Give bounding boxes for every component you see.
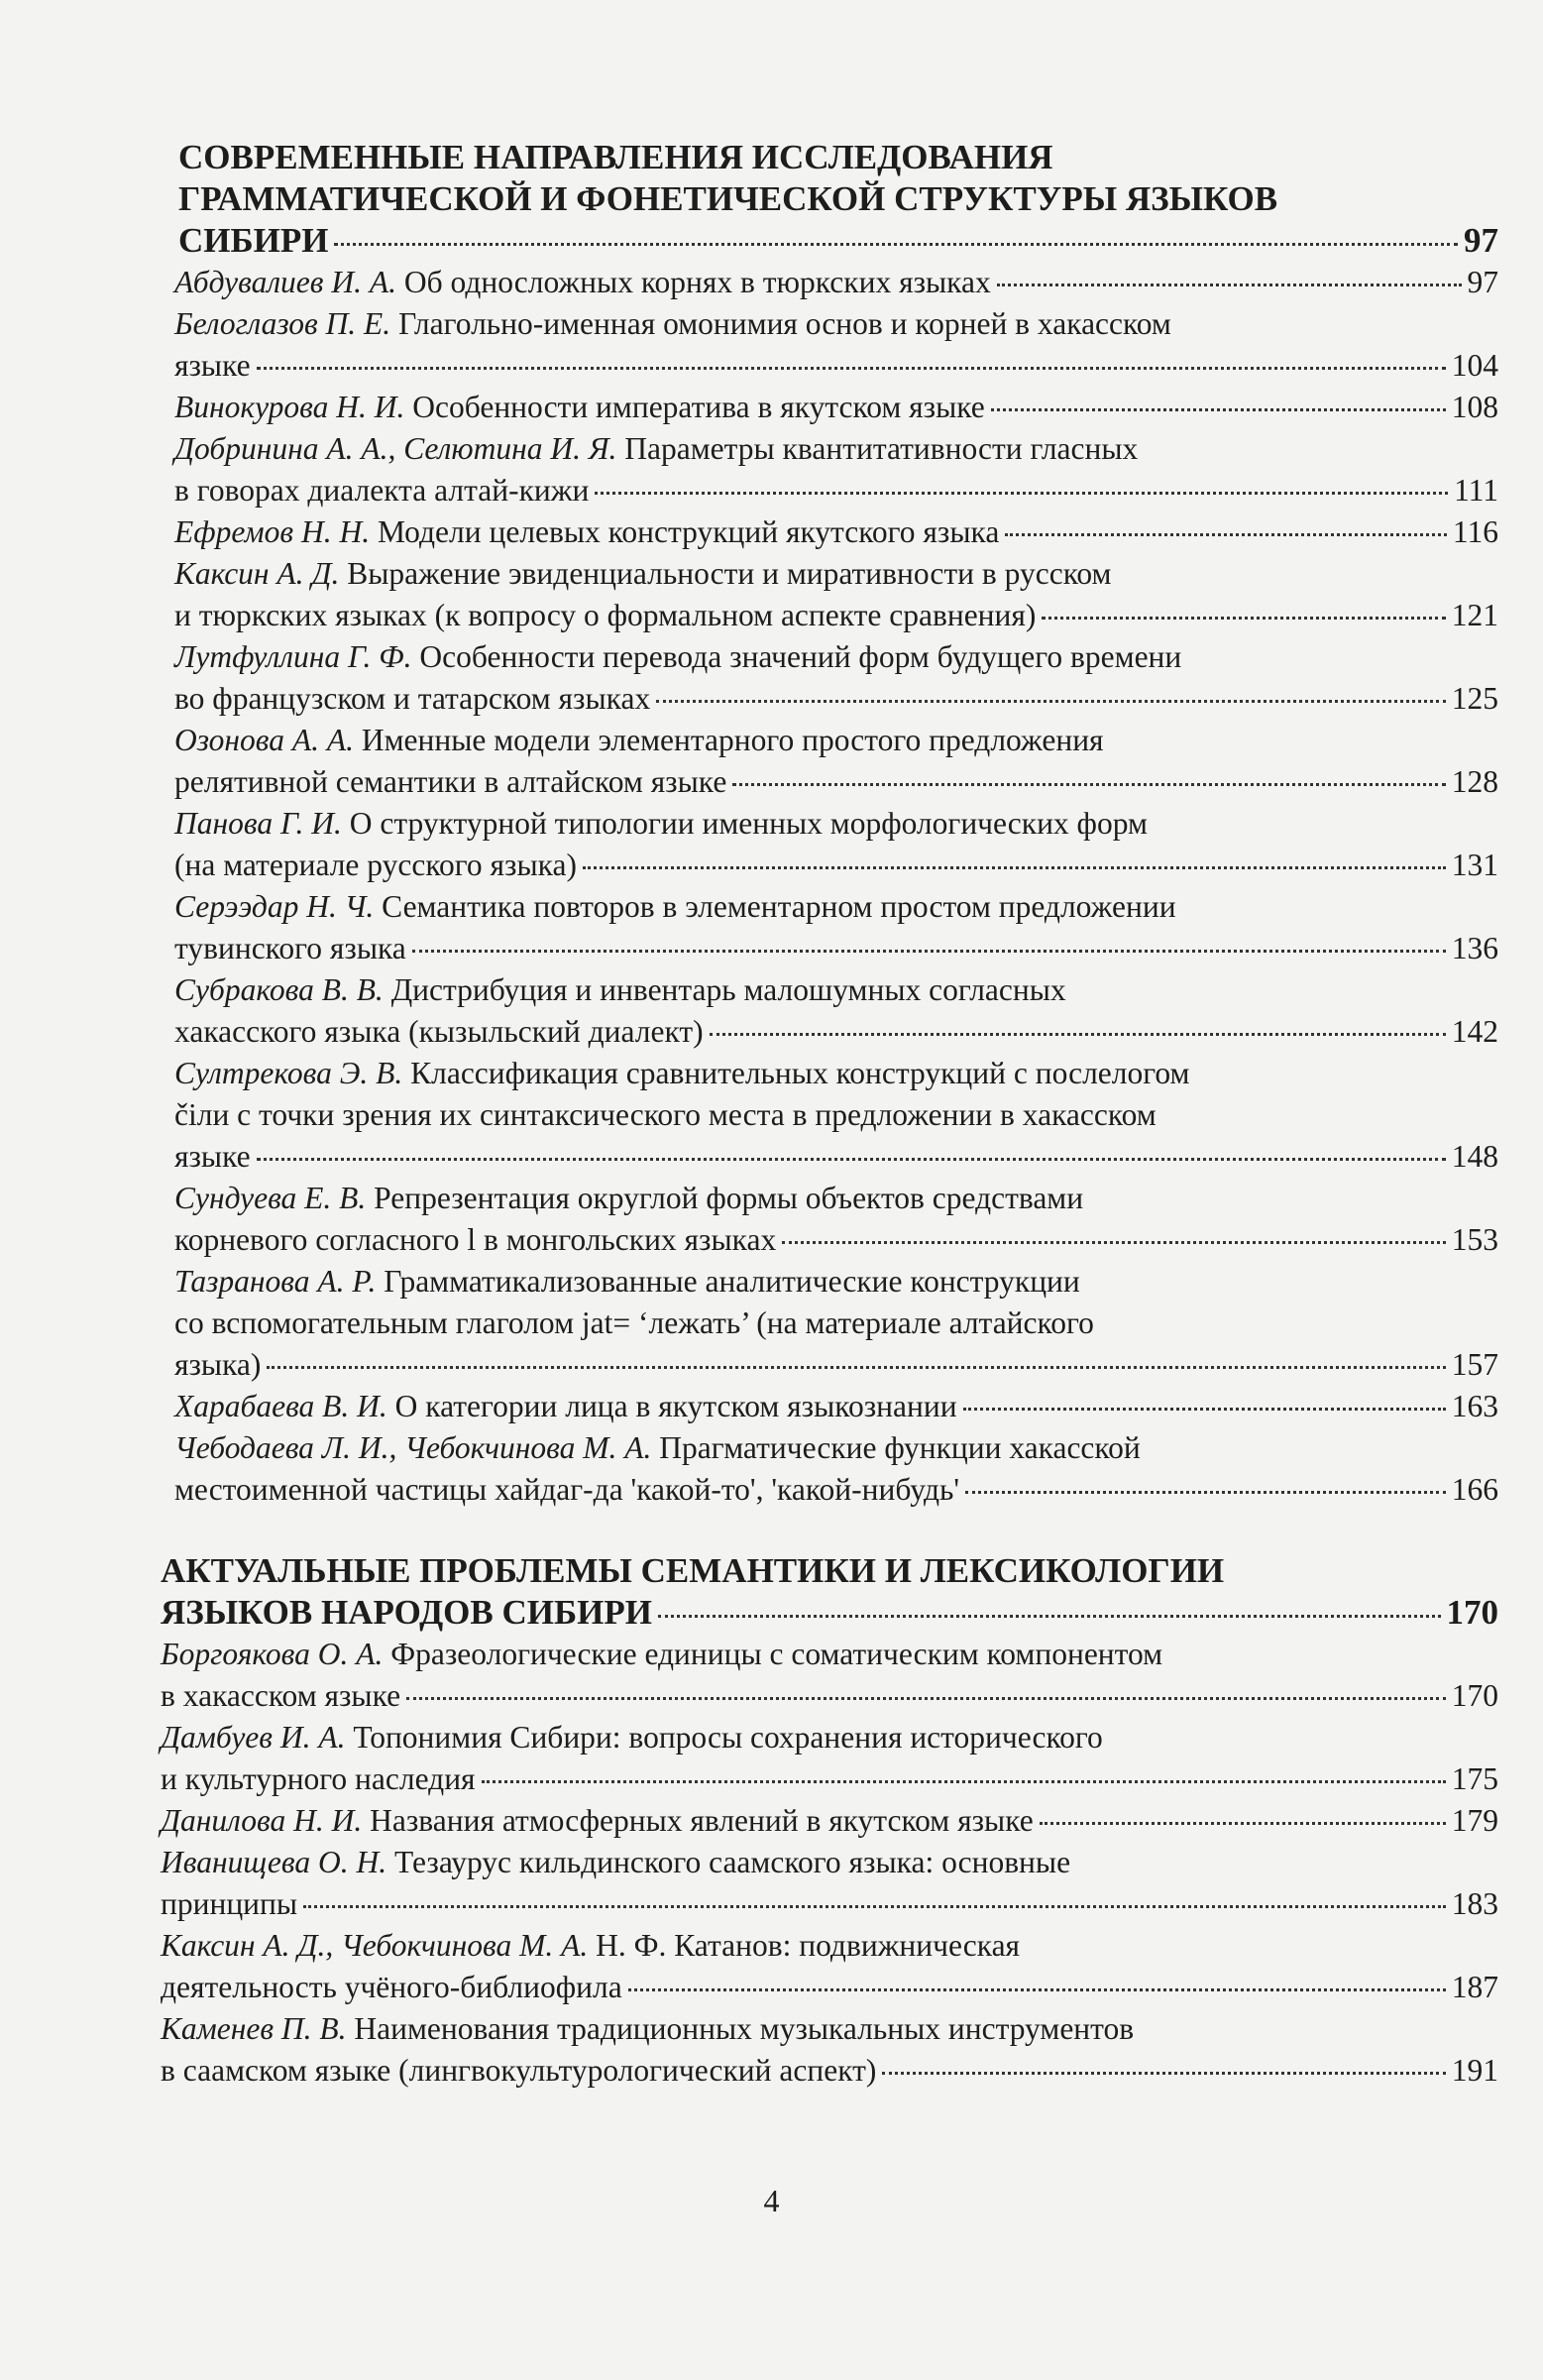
entry-authors: Абдувалиев И. А. — [174, 265, 396, 299]
dot-leader — [257, 1158, 1446, 1161]
entry-title: корневого согласного l в монгольских языках — [174, 1222, 777, 1257]
dot-leader — [658, 1615, 1441, 1618]
entry-title: Модели целевых конструкций якутского языка — [370, 514, 1000, 549]
entry-title: (на материале русского языка) — [174, 848, 577, 882]
entry-authors: Белоглазов П. Е. — [174, 306, 391, 341]
entry-title: Н. Ф. Катанов: подвижническая — [588, 1928, 1021, 1963]
dot-leader — [595, 492, 1448, 495]
dot-leader — [1042, 617, 1445, 620]
entry-line — [174, 845, 1498, 886]
dot-leader — [732, 783, 1445, 786]
entry-line — [174, 511, 1498, 553]
entry-line — [174, 303, 1498, 345]
dot-leader — [406, 1697, 1446, 1700]
page-ref: 175 — [1451, 1761, 1498, 1796]
entry-authors: Лутфуллина Г. Ф. — [174, 639, 412, 674]
entry-line — [174, 553, 1498, 595]
page-ref: 142 — [1451, 1014, 1498, 1049]
entry-title: Об односложных корнях в тюркских языках — [395, 265, 991, 299]
entry-title: Выражение эвиденциальности и миративности в русском — [339, 556, 1112, 591]
entry-authors: Дамбуев И. А. — [161, 1720, 346, 1755]
entry-line — [174, 761, 1498, 803]
toc-entry — [174, 803, 1498, 886]
page-ref: 111 — [1454, 473, 1498, 508]
toc-entry — [174, 1427, 1498, 1511]
entry-text — [174, 511, 999, 553]
toc-entry — [174, 636, 1498, 720]
page-ref: 97 — [1464, 221, 1498, 260]
entry-title: Топонимия Сибири: вопросы сохранения исторического — [345, 1720, 1103, 1755]
page-ref: 128 — [1451, 764, 1498, 799]
entry-text — [174, 387, 985, 428]
entry-line — [161, 1675, 1498, 1717]
toc-entry — [174, 1053, 1498, 1178]
toc-entry — [174, 1178, 1498, 1261]
entry-title: Грамматикализованные аналитические конструкции — [376, 1264, 1080, 1299]
toc-entry — [174, 1261, 1498, 1386]
section-title-line: АКТУАЛЬНЫЕ ПРОБЛЕМЫ СЕМАНТИКИ И ЛЕКСИКОЛОГИИ — [161, 1551, 1225, 1590]
entry-line — [161, 1800, 1498, 1842]
section-title — [178, 137, 1498, 262]
section-title-last-line — [178, 220, 1498, 262]
entry-title: О категории лица в якутском языкознании — [386, 1389, 957, 1423]
dot-leader — [257, 367, 1446, 370]
entry-title: в говорах диалекта алтай-кижи — [174, 473, 590, 508]
page-number: 4 — [763, 2183, 780, 2218]
dot-leader — [782, 1241, 1446, 1244]
toc-entry — [174, 511, 1498, 553]
entry-authors: Тазранова А. Р. — [174, 1264, 377, 1299]
entry-line — [174, 636, 1498, 678]
entry-line — [174, 803, 1498, 845]
toc-entry — [161, 1634, 1498, 1717]
entry-line — [174, 1344, 1498, 1386]
entry-title: Репрезентация округлой формы объектов средствами — [366, 1181, 1084, 1215]
entry-title: Фразеологические единицы с соматическим компонентом — [383, 1637, 1163, 1671]
entry-title: местоименной частицы хайдаг-да 'какой-то', 'какой-нибудь' — [174, 1472, 960, 1507]
entry-line — [161, 1634, 1498, 1675]
entry-authors: Сундуева Е. В. — [174, 1181, 367, 1215]
entry-line — [174, 1178, 1498, 1219]
dot-leader — [997, 283, 1462, 286]
page-ref: 170 — [1451, 1678, 1498, 1713]
entry-title: языка) — [174, 1347, 262, 1382]
toc-entry — [174, 387, 1498, 428]
entry-line — [174, 1386, 1498, 1427]
toc-section — [161, 1550, 1498, 2092]
entry-title: Тезаурус кильдинского саамского языка: основные — [386, 1845, 1071, 1879]
entry-line — [174, 1136, 1498, 1178]
page-ref: 121 — [1451, 598, 1498, 632]
dot-leader — [882, 2072, 1445, 2075]
entry-authors: Боргоякова О. А. — [161, 1637, 384, 1671]
entry-title: тувинского языка — [174, 931, 406, 965]
entry-title: Параметры квантитативности гласных — [616, 431, 1139, 466]
entry-line — [174, 470, 1498, 511]
page-ref: 191 — [1451, 2053, 1498, 2088]
entry-text — [161, 1800, 1034, 1842]
page-ref: 108 — [1451, 390, 1498, 424]
page-ref: 104 — [1451, 348, 1498, 383]
entry-title: Классификация сравнительных конструкций с послелогом — [402, 1056, 1190, 1090]
dot-leader — [628, 1988, 1446, 1991]
page-ref: 183 — [1451, 1886, 1498, 1921]
page-ref: 116 — [1452, 514, 1498, 549]
entry-title: и культурного наследия — [161, 1761, 476, 1796]
entry-authors: Винокурова Н. И. — [174, 390, 405, 424]
entry-title: во французском и татарском языках — [174, 681, 651, 716]
entry-line — [161, 2050, 1498, 2092]
toc-entry — [174, 720, 1498, 803]
entry-line — [174, 886, 1498, 928]
entry-title: Семантика повторов в элементарном простом предложении — [374, 889, 1176, 924]
entry-title: Прагматические функции хакасской — [651, 1430, 1141, 1465]
entry-line — [174, 1303, 1498, 1344]
entry-authors: Каменев П. В. — [161, 2011, 347, 2046]
entry-line — [174, 1261, 1498, 1303]
entry-line — [161, 1758, 1498, 1800]
entry-title: деятельность учёного-библиофила — [161, 1970, 622, 2004]
entry-title: языке — [174, 348, 251, 383]
entry-line — [161, 1967, 1498, 2008]
entry-title: О структурной типологии именных морфологических форм — [341, 806, 1148, 841]
toc-section — [161, 137, 1498, 1511]
entry-line — [174, 262, 1498, 303]
entry-authors: Добринина А. А., Селютина И. Я. — [174, 431, 617, 466]
page-ref: 163 — [1451, 1389, 1498, 1423]
entry-authors: Каксин А. Д., Чебокчинова М. А. — [161, 1928, 589, 1963]
entry-title: языке — [174, 1139, 251, 1174]
dot-leader — [991, 408, 1446, 411]
entry-title: принципы — [161, 1886, 298, 1921]
section-title — [161, 1550, 1498, 1634]
entry-line — [174, 1219, 1498, 1261]
toc-entry — [174, 303, 1498, 387]
dot-leader — [710, 1033, 1446, 1036]
entry-line — [161, 1717, 1498, 1758]
page-ref: 170 — [1446, 1593, 1498, 1632]
entry-line — [174, 1053, 1498, 1094]
page-ref: 153 — [1451, 1222, 1498, 1257]
entry-line — [174, 1094, 1498, 1136]
entry-title: Именные модели элементарного простого предложения — [353, 723, 1104, 757]
section-title-line: СОВРЕМЕННЫЕ НАПРАВЛЕНИЯ ИССЛЕДОВАНИЯ — [178, 138, 1053, 176]
page-ref: 136 — [1451, 931, 1498, 965]
entry-authors: Каксин А. Д. — [174, 556, 340, 591]
entry-title: Названия атмосферных явлений в якутском языке — [362, 1803, 1034, 1838]
page-ref: 148 — [1451, 1139, 1498, 1174]
entry-title: Особенности перевода значений форм будущего времени — [411, 639, 1182, 674]
entry-title: Глагольно-именная омонимия основ и корней в хакасском — [390, 306, 1171, 341]
entry-title: čiли с точки зрения их синтаксического места в предложении в хакасском — [174, 1097, 1157, 1132]
entry-line — [174, 428, 1498, 470]
toc-entry — [161, 1925, 1498, 2008]
entry-title: релятивной семантики в алтайском языке — [174, 764, 727, 799]
entry-line — [161, 2008, 1498, 2050]
page-ref: 125 — [1451, 681, 1498, 716]
entry-line — [174, 928, 1498, 969]
entry-title: и тюркских языках (к вопросу о формальном аспекте сравнения) — [174, 598, 1037, 632]
entry-authors: Харабаева В. И. — [174, 1389, 387, 1423]
toc-entry — [174, 969, 1498, 1053]
entry-line — [161, 1925, 1498, 1967]
entry-line — [174, 969, 1498, 1011]
page-ref: 187 — [1451, 1970, 1498, 2004]
entry-authors: Ефремов Н. Н. — [174, 514, 371, 549]
page-ref: 131 — [1451, 848, 1498, 882]
toc-entry — [161, 1842, 1498, 1925]
entry-authors: Панова Г. И. — [174, 806, 342, 841]
dot-leader — [583, 866, 1446, 869]
entry-line — [174, 1427, 1498, 1469]
toc-entry — [174, 262, 1498, 303]
entry-authors: Субракова В. В. — [174, 972, 384, 1007]
dot-leader — [412, 950, 1446, 953]
entry-line — [161, 1883, 1498, 1925]
page-ref: 157 — [1451, 1347, 1498, 1382]
dot-leader — [303, 1905, 1446, 1908]
entry-line — [174, 387, 1498, 428]
dot-leader — [1005, 533, 1447, 536]
section-title-text: СИБИРИ — [178, 221, 329, 260]
entry-line — [174, 720, 1498, 761]
toc-entry — [161, 2008, 1498, 2092]
dot-leader — [334, 243, 1458, 246]
entry-title: Особенности императива в якутском языке — [404, 390, 985, 424]
dot-leader — [267, 1366, 1445, 1369]
dot-leader — [1040, 1822, 1446, 1825]
toc-entry — [174, 886, 1498, 969]
entry-line — [161, 1842, 1498, 1883]
entry-title: Дистрибуция и инвентарь малошумных согласных — [383, 972, 1066, 1007]
table-of-contents — [161, 137, 1498, 2131]
entry-authors: Серээдар Н. Ч. — [174, 889, 375, 924]
toc-entry — [174, 553, 1498, 636]
page-ref: 179 — [1451, 1803, 1498, 1838]
toc-entry — [161, 1800, 1498, 1842]
dot-leader — [482, 1780, 1446, 1783]
entry-line — [174, 1011, 1498, 1053]
entry-authors: Чебодаева Л. И., Чебокчинова М. А. — [174, 1430, 652, 1465]
section-title-text: ЯЗЫКОВ НАРОДОВ СИБИРИ — [161, 1593, 652, 1632]
entry-line — [174, 345, 1498, 387]
entry-title: хакасского языка (кызыльский диалект) — [174, 1014, 704, 1049]
entry-authors: Султрекова Э. В. — [174, 1056, 403, 1090]
section-title-line: ГРАММАТИЧЕСКОЙ И ФОНЕТИЧЕСКОЙ СТРУКТУРЫ ЯЗЫКОВ — [178, 179, 1278, 218]
entry-title: в саамском языке (лингвокультурологический аспект) — [161, 2053, 877, 2088]
toc-entry — [174, 1386, 1498, 1427]
entry-text — [174, 1386, 957, 1427]
entry-line — [174, 678, 1498, 720]
section-title-last-line — [161, 1592, 1498, 1634]
page-ref: 97 — [1467, 265, 1498, 299]
dot-leader — [656, 700, 1446, 703]
entry-line — [174, 595, 1498, 636]
dot-leader — [965, 1491, 1446, 1494]
entry-authors: Озонова А. А. — [174, 723, 354, 757]
dot-leader — [963, 1408, 1446, 1411]
page-ref: 166 — [1451, 1472, 1498, 1507]
toc-entry — [174, 428, 1498, 511]
entry-title: в хакасском языке — [161, 1678, 401, 1713]
entry-authors: Данилова Н. И. — [161, 1803, 363, 1838]
entry-title: Наименования традиционных музыкальных инструментов — [346, 2011, 1135, 2046]
entry-title: со вспомогательным глаголом jat= ‘лежать’ (на материале алтайского — [174, 1305, 1094, 1340]
entry-text — [174, 262, 991, 303]
toc-entry — [161, 1717, 1498, 1800]
entry-line — [174, 1469, 1498, 1511]
entry-authors: Иванищева О. Н. — [161, 1845, 387, 1879]
